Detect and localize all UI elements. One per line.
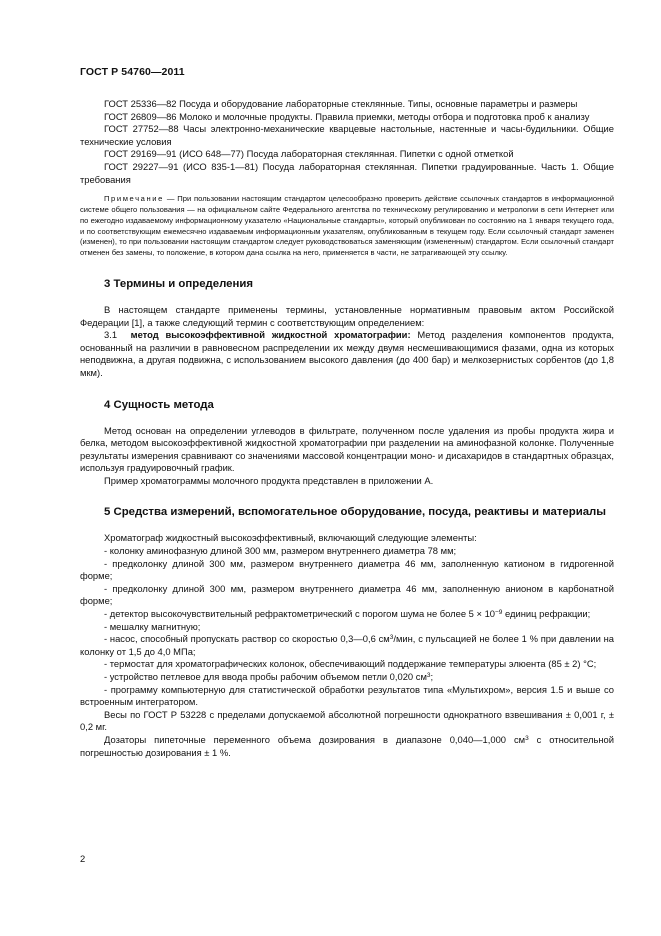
superscript: 3 [426, 672, 431, 679]
reference-item: ГОСТ 26809—86 Молоко и молочные продукты. Правила приемки, методы отбора и подготовка проб к анализу [104, 110, 590, 122]
normative-references [80, 98, 614, 186]
page-number: 2 [80, 853, 86, 864]
list-item-text: /мин, с пульсацией не более 1 % при давлении на колонку от 1,5 до 4,0 МПа; [80, 633, 614, 657]
term-name: метод высокоэффективной жидкостной хроматографии: [130, 329, 411, 341]
term-number: 3.1 [104, 329, 118, 341]
note-label: Примечание [104, 194, 164, 204]
term-text: Метод разделения компонентов продукта, основанный на различии в равновесном распределении их между двумя несмешивающимися фазами, одна из которых неподвижна, а другая подвижна, с использованием высокого давления (до 400 бар) и мелкозернистых сорбентов (до 1,8 мкм). [80, 329, 615, 378]
document-page [80, 66, 614, 759]
document-header: ГОСТ Р 54760—2011 [80, 66, 185, 78]
term-definition [80, 329, 614, 379]
list-item [80, 671, 614, 684]
section-5-title: 5 Средства измерений, вспомогательное оборудование, посуда, реактивы и материалы [104, 506, 607, 519]
list-item: - термостат для хроматографических колонок, обеспечивающий поддержание температуры элюента (85 ± 2) °С; [104, 658, 597, 670]
section-4-paragraph: Пример хроматограммы молочного продукта представлен в приложении А. [104, 474, 434, 486]
list-item-text: единиц рефракции; [502, 608, 591, 620]
reference-item: ГОСТ 29227—91 (ИСО 835-1—81) Посуда лабораторная стеклянная. Пипетки градуированные. Часть 1. Общие требования [80, 160, 614, 185]
note-text: — При пользовании настоящим стандартом целесообразно проверить действие ссылочных стандартов в информационной системе общего пользования — на официальном сайте Федерального агентства по техническому регулированию и метрологии в сети Интернет или по ежегодно издаваемому информационному указателю «Национальные стандарты», который опубликован по состоянию на 1 января текущего года, и по соответствующим ежемесячно издаваемым информационным указателям, опубликованным в текущем году. Если ссылочный стандарт заменен (изменен), то при пользовании настоящим стандартом следует руководствоваться заменяющим (измененным) стандартом. Если ссылочный стандарт отменен без замены, то положение, в котором дана ссылка на него, применяется в части, не затрагивающей эту ссылку. [80, 194, 614, 258]
list-item-text: - устройство петлевое для ввода пробы рабочим объемом петли 0,020 см [104, 671, 427, 682]
section-4-title: 4 Сущность метода [104, 398, 214, 411]
list-item-text: - детектор высокочувствительный рефрактометрический с порогом шума не более 5 × 10 [104, 608, 496, 620]
dispensers-paragraph [80, 734, 614, 759]
section-3-title: 3 Термины и определения [104, 277, 254, 290]
list-item: - программу компьютерную для статистической обработки результатов типа «Мультихром», версия 1.5 и выше со встроенным интегратором. [80, 683, 614, 708]
list-item: - предколонку длиной 300 мм, размером внутреннего диаметра 46 мм, заполненную катионом в гидрогенной форме; [80, 557, 614, 582]
reference-item: ГОСТ 27752—88 Часы электронно-механические кварцевые настольные, настенные и часы-будильники. Общие технические условия [80, 123, 614, 147]
list-item [80, 608, 614, 621]
note-paragraph [80, 194, 614, 259]
paragraph-text: с относительной погрешностью дозирования ± 1 %. [80, 733, 614, 758]
superscript: −9 [495, 609, 503, 617]
list-item: - колонку аминофазную длиной 300 мм, размером внутреннего диаметра 78 мм; [104, 545, 457, 557]
section-3-paragraph: В настоящем стандарте применены термины, установленные нормативным правовым актом Российской Федерации [1], а также следующий термин с соответствующим определением: [80, 303, 614, 328]
paragraph-text: Дозаторы пипеточные переменного объема дозирования в диапазоне 0,040—1,000 см [104, 733, 526, 745]
list-item [80, 633, 614, 658]
list-item: - мешалку магнитную; [104, 620, 201, 632]
superscript: 3 [525, 734, 529, 742]
reference-item: ГОСТ 25336—82 Посуда и оборудование лабораторные стеклянные. Типы, основные параметры и размеры [104, 98, 578, 109]
list-item-text: ; [430, 671, 434, 682]
reference-item: ГОСТ 29169—91 (ИСО 648—77) Посуда лабораторная стеклянная. Пипетки с одной отметкой [104, 148, 514, 160]
section-4-paragraph: Метод основан на определении углеводов в фильтрате, полученном после удаления из пробы продукта жира и белка, методом высокоэффективной жидкостной хроматографии при разделении на аминофазной колонке. Полученные результаты измерения сравнивают со значениями массовой концентрации моно- и дисахаридов в стандартных образцах, используя градуировочный график. [80, 424, 614, 474]
superscript: 3 [389, 634, 394, 642]
list-item-text: - насос, способный пропускать раствор со скоростью 0,3—0,6 см [104, 633, 390, 645]
scales-paragraph: Весы по ГОСТ Р 53228 с пределами допускаемой абсолютной погрешности однократного взвешивания ± 0,001 г, ± 0,2 мг. [80, 708, 614, 733]
section-5-intro: Хроматограф жидкостный высокоэффективный, включающий следующие элементы: [104, 532, 477, 544]
list-item: - предколонку длиной 300 мм, размером внутреннего диаметра 46 мм, заполненную анионом в карбонатной форме; [80, 582, 614, 607]
